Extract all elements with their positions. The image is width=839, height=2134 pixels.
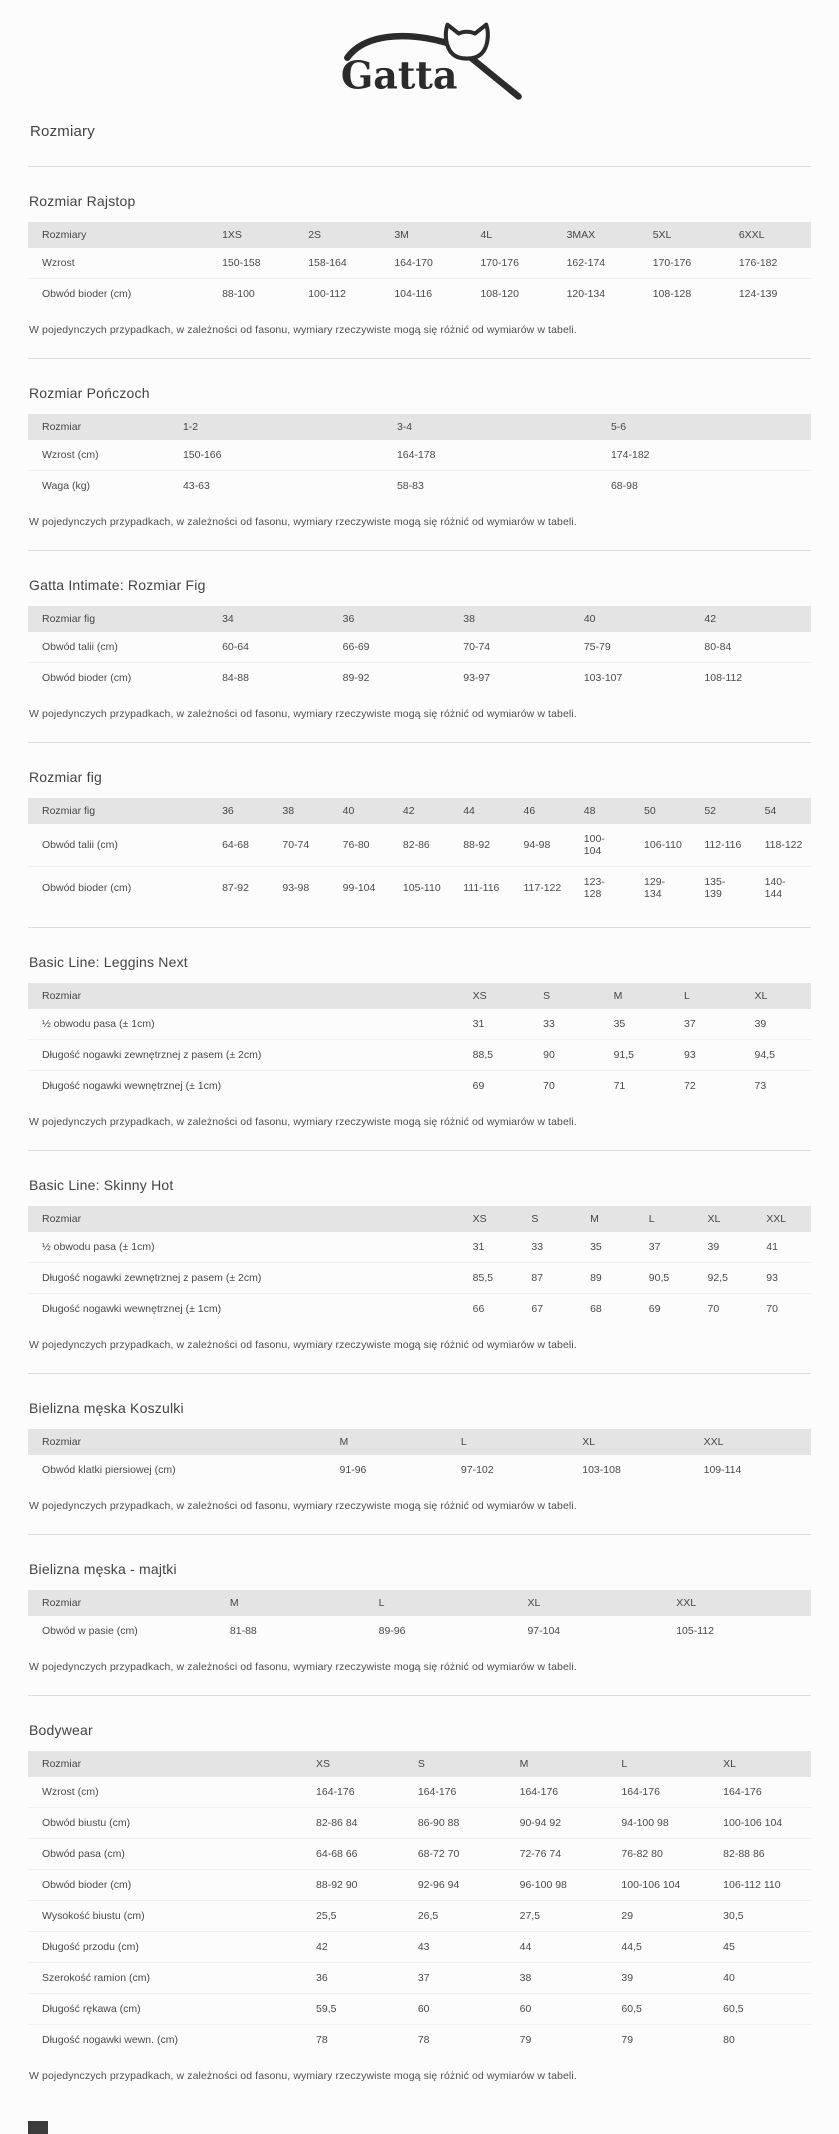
value-cell: 90,5 bbox=[635, 1263, 694, 1294]
value-cell: 39 bbox=[607, 1963, 709, 1994]
row-label-cell: Długość nogawki zewnętrznej z pasem (± 2cm) bbox=[28, 1263, 459, 1294]
header-size-cell: L bbox=[447, 1429, 568, 1455]
row-label-cell: Długość nogawki zewnętrznej z pasem (± 2cm) bbox=[28, 1040, 459, 1071]
header-size-cell: M bbox=[600, 983, 670, 1009]
value-cell: 88-92 90 bbox=[302, 1870, 404, 1901]
size-table bbox=[28, 222, 811, 309]
header-size-cell: XXL bbox=[690, 1429, 811, 1455]
value-cell: 104-116 bbox=[394, 288, 433, 300]
value-cell: 90-94 92 bbox=[506, 1808, 608, 1839]
header-size-cell: 36 bbox=[329, 606, 450, 632]
value-cell: 66 bbox=[472, 1303, 485, 1315]
value-cell: 66-69 bbox=[329, 632, 450, 663]
row-label-cell: Długość nogawki wewn. (cm) bbox=[42, 2034, 178, 2046]
header-size-cell: 3MAX bbox=[553, 222, 639, 248]
value-cell: 41 bbox=[752, 1232, 811, 1263]
value-cell: 108-112 bbox=[704, 672, 743, 684]
header-size-cell: XXL bbox=[662, 1590, 811, 1616]
value-cell: 60,5 bbox=[607, 1994, 709, 2025]
table-row bbox=[28, 1932, 811, 1963]
table-row bbox=[28, 2025, 811, 2056]
value-cell: 174-182 bbox=[597, 440, 811, 471]
row-label-cell: Wzrost (cm) bbox=[28, 440, 169, 471]
value-cell: 37 bbox=[670, 1009, 740, 1040]
value-cell: 93 bbox=[752, 1263, 811, 1294]
value-cell: 111-116 bbox=[463, 882, 500, 894]
value-cell: 64-68 66 bbox=[302, 1839, 404, 1870]
table-header-row bbox=[28, 1590, 811, 1616]
value-cell: 43 bbox=[404, 1932, 506, 1963]
row-label-cell: Obwód w pasie (cm) bbox=[42, 1625, 138, 1637]
value-cell: 31 bbox=[459, 1009, 529, 1040]
size-section-4 bbox=[28, 743, 811, 927]
value-cell: 82-86 bbox=[389, 824, 449, 867]
value-cell: 93 bbox=[670, 1040, 740, 1071]
header-size-cell: 5XL bbox=[639, 222, 725, 248]
row-label-cell: Długość rękawa (cm) bbox=[28, 1994, 302, 2025]
table-header-row bbox=[28, 1429, 811, 1455]
table-row bbox=[28, 1808, 811, 1839]
size-table bbox=[28, 606, 811, 693]
value-cell: 75-79 bbox=[570, 632, 691, 663]
value-cell: 82-86 84 bbox=[302, 1808, 404, 1839]
value-cell: 84-88 bbox=[222, 672, 249, 684]
header-label-cell: Rozmiar bbox=[28, 1429, 326, 1455]
header-size-cell: XL bbox=[694, 1206, 753, 1232]
value-cell: 73 bbox=[754, 1080, 767, 1092]
table-row bbox=[28, 1963, 811, 1994]
table-header-row bbox=[28, 222, 811, 248]
table-row bbox=[28, 1870, 811, 1901]
value-cell: 92,5 bbox=[694, 1263, 753, 1294]
page-header bbox=[28, 14, 811, 113]
header-size-cell: 3M bbox=[380, 222, 466, 248]
value-cell: 59,5 bbox=[302, 1994, 404, 2025]
header-size-cell: M bbox=[576, 1206, 635, 1232]
size-section-2 bbox=[28, 359, 811, 550]
header-size-cell: 4L bbox=[466, 222, 552, 248]
row-label-cell: Obwód klatki piersiowej (cm) bbox=[42, 1464, 176, 1476]
value-cell: 67 bbox=[531, 1303, 544, 1315]
size-note: W pojedynczych przypadkach, w zależności od fasonu, wymiary rzeczywiste mogą się różnić od wymiarów w tabeli. bbox=[29, 1661, 577, 1673]
header-size-cell: 36 bbox=[208, 798, 268, 824]
table-header-row bbox=[28, 983, 811, 1009]
table-row bbox=[28, 1263, 811, 1294]
row-label-cell: Obwód bioder (cm) bbox=[28, 1870, 302, 1901]
value-cell: 100-112 bbox=[308, 288, 346, 300]
value-cell: 162-174 bbox=[553, 248, 639, 279]
value-cell: 64-68 bbox=[208, 824, 268, 867]
value-cell: 87-92 bbox=[222, 882, 249, 894]
footer-partial-element bbox=[28, 2121, 48, 2134]
value-cell: 72 bbox=[684, 1080, 696, 1092]
header-size-cell: 42 bbox=[690, 606, 811, 632]
value-cell: 60 bbox=[506, 1994, 608, 2025]
table-row bbox=[28, 1994, 811, 2025]
value-cell: 158-164 bbox=[294, 248, 380, 279]
header-size-cell: 2S bbox=[294, 222, 380, 248]
header-size-cell: S bbox=[529, 983, 599, 1009]
value-cell: 31 bbox=[459, 1232, 518, 1263]
value-cell: 105-112 bbox=[676, 1625, 714, 1637]
header-label-cell: Rozmiar fig bbox=[28, 606, 208, 632]
table-row bbox=[28, 824, 811, 867]
header-size-cell: L bbox=[635, 1206, 694, 1232]
size-table bbox=[28, 414, 811, 501]
gatta-logo-graphic bbox=[315, 20, 525, 102]
value-cell: 36 bbox=[302, 1963, 404, 1994]
size-table bbox=[28, 1206, 811, 1324]
value-cell: 103-108 bbox=[582, 1464, 621, 1476]
value-cell: 164-176 bbox=[709, 1777, 811, 1808]
table-row bbox=[28, 1040, 811, 1071]
row-label-cell: ½ obwodu pasa (± 1cm) bbox=[28, 1232, 459, 1263]
header-size-cell: 40 bbox=[570, 606, 691, 632]
table-header-row bbox=[28, 1751, 811, 1777]
section-heading: Basic Line: Leggins Next bbox=[29, 954, 188, 970]
value-cell: 164-170 bbox=[380, 248, 466, 279]
header-size-cell: 38 bbox=[449, 606, 570, 632]
header-label-cell: Rozmiar bbox=[28, 1751, 302, 1777]
header-size-cell: 52 bbox=[690, 798, 750, 824]
value-cell: 109-114 bbox=[703, 1464, 742, 1476]
header-size-cell: S bbox=[517, 1206, 576, 1232]
size-table bbox=[28, 1590, 811, 1646]
header-size-cell: 38 bbox=[268, 798, 328, 824]
header-label-cell: Rozmiar bbox=[28, 1590, 216, 1616]
value-cell: 80 bbox=[723, 2034, 735, 2046]
value-cell: 120-134 bbox=[566, 288, 606, 300]
value-cell: 94-98 bbox=[509, 824, 569, 867]
value-cell: 43-63 bbox=[182, 480, 210, 492]
value-cell: 117-122 bbox=[523, 882, 562, 894]
value-cell: 106-110 bbox=[630, 824, 690, 867]
value-cell: 86-90 88 bbox=[404, 1808, 506, 1839]
value-cell: 42 bbox=[302, 1932, 404, 1963]
table-header-row bbox=[28, 414, 811, 440]
table-row bbox=[28, 1232, 811, 1263]
header-size-cell: XL bbox=[513, 1590, 662, 1616]
header-size-cell: 44 bbox=[449, 798, 509, 824]
size-note: W pojedynczych przypadkach, w zależności od fasonu, wymiary rzeczywiste mogą się różnić od wymiarów w tabeli. bbox=[29, 708, 577, 720]
header-size-cell: M bbox=[326, 1429, 447, 1455]
header-size-cell: 3-4 bbox=[383, 414, 597, 440]
row-label-cell: Obwód talii (cm) bbox=[28, 632, 208, 663]
header-size-cell: XS bbox=[459, 983, 529, 1009]
header-label-cell: Rozmiary bbox=[28, 222, 208, 248]
section-heading: Bielizna męska Koszulki bbox=[29, 1400, 184, 1416]
value-cell: 71 bbox=[613, 1080, 626, 1092]
section-heading: Rozmiar Pończoch bbox=[29, 385, 150, 401]
header-size-cell: 48 bbox=[570, 798, 630, 824]
size-note: W pojedynczych przypadkach, w zależności od fasonu, wymiary rzeczywiste mogą się różnić od wymiarów w tabeli. bbox=[29, 324, 577, 336]
header-size-cell: XL bbox=[709, 1751, 811, 1777]
header-size-cell: 42 bbox=[389, 798, 449, 824]
size-note: W pojedynczych przypadkach, w zależności od fasonu, wymiary rzeczywiste mogą się różnić od wymiarów w tabeli. bbox=[29, 1500, 577, 1512]
value-cell: 164-176 bbox=[404, 1777, 506, 1808]
table-row bbox=[28, 471, 811, 502]
header-size-cell: XXL bbox=[752, 1206, 811, 1232]
section-heading: Bodywear bbox=[29, 1722, 93, 1738]
table-row bbox=[28, 1839, 811, 1870]
value-cell: 78 bbox=[316, 2034, 328, 2046]
value-cell: 170-176 bbox=[466, 248, 552, 279]
row-label-cell: Długość nogawki wewnętrznej (± 1cm) bbox=[42, 1080, 222, 1092]
value-cell: 68-72 70 bbox=[404, 1839, 506, 1870]
header-size-cell: M bbox=[216, 1590, 365, 1616]
table-row bbox=[28, 1901, 811, 1932]
section-heading: Gatta Intimate: Rozmiar Fig bbox=[29, 577, 206, 593]
value-cell: 89-92 bbox=[342, 672, 370, 684]
table-row bbox=[28, 440, 811, 471]
value-cell: 60,5 bbox=[709, 1994, 811, 2025]
header-size-cell: 54 bbox=[751, 798, 811, 824]
value-cell: 81-88 bbox=[229, 1625, 257, 1637]
value-cell: 39 bbox=[741, 1009, 811, 1040]
value-cell: 176-182 bbox=[725, 248, 811, 279]
header-size-cell: L bbox=[365, 1590, 514, 1616]
header-size-cell: XS bbox=[302, 1751, 404, 1777]
value-cell: 164-176 bbox=[506, 1777, 608, 1808]
header-label-cell: Rozmiar fig bbox=[28, 798, 208, 824]
header-size-cell: 46 bbox=[509, 798, 569, 824]
row-label-cell: Obwód talii (cm) bbox=[28, 824, 208, 867]
header-size-cell: M bbox=[506, 1751, 608, 1777]
value-cell: 164-176 bbox=[607, 1777, 709, 1808]
size-note: W pojedynczych przypadkach, w zależności od fasonu, wymiary rzeczywiste mogą się różnić od wymiarów w tabeli. bbox=[29, 1116, 577, 1128]
row-label-cell: Wzrost bbox=[28, 248, 208, 279]
header-label-cell: Rozmiar bbox=[28, 1206, 459, 1232]
header-size-cell: 5-6 bbox=[597, 414, 811, 440]
value-cell: 88-100 bbox=[222, 288, 255, 300]
gatta-logo[interactable] bbox=[315, 20, 525, 107]
value-cell: 103-107 bbox=[583, 672, 623, 684]
size-section-1 bbox=[28, 167, 811, 358]
value-cell: 108-128 bbox=[652, 288, 692, 300]
value-cell: 90 bbox=[529, 1040, 599, 1071]
value-cell: 112-116 bbox=[690, 824, 750, 867]
table-row bbox=[28, 279, 811, 310]
row-label-cell: Obwód pasa (cm) bbox=[28, 1839, 302, 1870]
value-cell: 99-104 bbox=[342, 882, 376, 894]
value-cell: 45 bbox=[709, 1932, 811, 1963]
size-section-8 bbox=[28, 1535, 811, 1695]
size-section-6 bbox=[28, 1151, 811, 1373]
row-label-cell: Wzrost (cm) bbox=[28, 1777, 302, 1808]
table-row bbox=[28, 1294, 811, 1325]
value-cell: 26,5 bbox=[404, 1901, 506, 1932]
table-row bbox=[28, 1616, 811, 1646]
table-row bbox=[28, 663, 811, 694]
value-cell: 44 bbox=[506, 1932, 608, 1963]
value-cell: 29 bbox=[607, 1901, 709, 1932]
value-cell: 85,5 bbox=[459, 1263, 518, 1294]
value-cell: 105-110 bbox=[402, 882, 441, 894]
header-size-cell: 1XS bbox=[208, 222, 294, 248]
value-cell: 96-100 98 bbox=[506, 1870, 608, 1901]
value-cell: 78 bbox=[417, 2034, 430, 2046]
value-cell: 35 bbox=[576, 1232, 635, 1263]
value-cell: 79 bbox=[621, 2034, 634, 2046]
value-cell: 164-176 bbox=[302, 1777, 404, 1808]
header-size-cell: L bbox=[670, 983, 740, 1009]
value-cell: 170-176 bbox=[639, 248, 725, 279]
row-label-cell: Długość przodu (cm) bbox=[28, 1932, 302, 1963]
value-cell: 150-166 bbox=[169, 440, 383, 471]
value-cell: 70 bbox=[543, 1080, 555, 1092]
value-cell: 72-76 74 bbox=[506, 1839, 608, 1870]
value-cell: 124-139 bbox=[738, 288, 778, 300]
value-cell: 80-84 bbox=[690, 632, 811, 663]
row-label-cell: Obwód bioder (cm) bbox=[42, 672, 132, 684]
value-cell: 100-104 bbox=[570, 824, 630, 867]
value-cell: 91,5 bbox=[600, 1040, 670, 1071]
logo-text: Gatta bbox=[340, 52, 458, 98]
value-cell: 93-98 bbox=[282, 882, 310, 894]
size-note: W pojedynczych przypadkach, w zależności od fasonu, wymiary rzeczywiste mogą się różnić od wymiarów w tabeli. bbox=[29, 516, 577, 528]
header-size-cell: XS bbox=[459, 1206, 518, 1232]
value-cell: 38 bbox=[506, 1963, 608, 1994]
size-table bbox=[28, 798, 811, 909]
table-row bbox=[28, 1777, 811, 1808]
value-cell: 118-122 bbox=[751, 824, 811, 867]
value-cell: 88,5 bbox=[459, 1040, 529, 1071]
value-cell: 33 bbox=[529, 1009, 599, 1040]
size-table bbox=[28, 983, 811, 1101]
value-cell: 70-74 bbox=[449, 632, 570, 663]
header-size-cell: L bbox=[607, 1751, 709, 1777]
value-cell: 150-158 bbox=[208, 248, 294, 279]
value-cell: 40 bbox=[709, 1963, 811, 1994]
value-cell: 44,5 bbox=[607, 1932, 709, 1963]
row-label-cell: Waga (kg) bbox=[42, 480, 91, 492]
value-cell: 37 bbox=[404, 1963, 506, 1994]
value-cell: 60-64 bbox=[208, 632, 329, 663]
value-cell: 140-144 bbox=[764, 876, 786, 900]
size-table bbox=[28, 1429, 811, 1485]
row-label-cell: Obwód biustu (cm) bbox=[28, 1808, 302, 1839]
value-cell: 93-97 bbox=[463, 672, 491, 684]
value-cell: 27,5 bbox=[506, 1901, 608, 1932]
value-cell: 89 bbox=[576, 1263, 635, 1294]
value-cell: 129-134 bbox=[644, 876, 666, 900]
header-label-cell: Rozmiar bbox=[28, 414, 169, 440]
table-row bbox=[28, 248, 811, 279]
row-label-cell: Wysokość biustu (cm) bbox=[28, 1901, 302, 1932]
table-row bbox=[28, 867, 811, 910]
value-cell: 68-98 bbox=[610, 480, 638, 492]
value-cell: 58-83 bbox=[396, 480, 424, 492]
page-title: Rozmiary bbox=[30, 123, 95, 140]
value-cell: 37 bbox=[635, 1232, 694, 1263]
value-cell: 89-96 bbox=[378, 1625, 406, 1637]
value-cell: 35 bbox=[600, 1009, 670, 1040]
section-heading: Rozmiar fig bbox=[29, 769, 102, 785]
value-cell: 91-96 bbox=[339, 1464, 367, 1476]
value-cell: 94,5 bbox=[741, 1040, 811, 1071]
value-cell: 87 bbox=[517, 1263, 576, 1294]
value-cell: 70-74 bbox=[268, 824, 328, 867]
header-size-cell: XL bbox=[568, 1429, 689, 1455]
row-label-cell: Obwód bioder (cm) bbox=[42, 882, 132, 894]
value-cell: 88-92 bbox=[449, 824, 509, 867]
value-cell: 33 bbox=[517, 1232, 576, 1263]
value-cell: 76-82 80 bbox=[607, 1839, 709, 1870]
value-cell: 92-96 94 bbox=[404, 1870, 506, 1901]
value-cell: 100-106 104 bbox=[607, 1870, 709, 1901]
header-size-cell: 40 bbox=[329, 798, 389, 824]
table-row bbox=[28, 1009, 811, 1040]
value-cell: 82-88 86 bbox=[709, 1839, 811, 1870]
size-section-3 bbox=[28, 551, 811, 742]
value-cell: 100-106 104 bbox=[709, 1808, 811, 1839]
header-size-cell: S bbox=[404, 1751, 506, 1777]
header-size-cell: 50 bbox=[630, 798, 690, 824]
size-sections bbox=[28, 167, 811, 2104]
header-size-cell: 34 bbox=[208, 606, 329, 632]
table-row bbox=[28, 1455, 811, 1485]
value-cell: 69 bbox=[472, 1080, 485, 1092]
header-label-cell: Rozmiar bbox=[28, 983, 459, 1009]
size-section-5 bbox=[28, 928, 811, 1150]
table-row bbox=[28, 1071, 811, 1102]
value-cell: 94-100 98 bbox=[607, 1808, 709, 1839]
section-heading: Basic Line: Skinny Hot bbox=[29, 1177, 174, 1193]
value-cell: 25,5 bbox=[302, 1901, 404, 1932]
row-label-cell: Szerokość ramion (cm) bbox=[28, 1963, 302, 1994]
table-header-row bbox=[28, 1206, 811, 1232]
value-cell: 76-80 bbox=[329, 824, 389, 867]
header-size-cell: 1-2 bbox=[169, 414, 383, 440]
header-size-cell: XL bbox=[741, 983, 811, 1009]
header-size-cell: 6XXL bbox=[725, 222, 811, 248]
section-heading: Rozmiar Rajstop bbox=[29, 193, 136, 209]
row-label-cell: Obwód bioder (cm) bbox=[42, 288, 132, 300]
value-cell: 97-102 bbox=[460, 1464, 494, 1476]
section-heading: Bielizna męska - majtki bbox=[29, 1561, 177, 1577]
value-cell: 30,5 bbox=[709, 1901, 811, 1932]
size-section-9 bbox=[28, 1696, 811, 2104]
value-cell: 68 bbox=[590, 1303, 602, 1315]
row-label-cell: ½ obwodu pasa (± 1cm) bbox=[28, 1009, 459, 1040]
value-cell: 123-128 bbox=[583, 876, 605, 900]
value-cell: 79 bbox=[519, 2034, 532, 2046]
size-table bbox=[28, 1751, 811, 2055]
value-cell: 106-112 110 bbox=[709, 1870, 811, 1901]
value-cell: 60 bbox=[404, 1994, 506, 2025]
value-cell: 70 bbox=[766, 1303, 778, 1315]
row-label-cell: Długość nogawki wewnętrznej (± 1cm) bbox=[42, 1303, 222, 1315]
value-cell: 39 bbox=[694, 1232, 753, 1263]
size-note: W pojedynczych przypadkach, w zależności od fasonu, wymiary rzeczywiste mogą się różnić od wymiarów w tabeli. bbox=[29, 1339, 577, 1351]
value-cell: 97-104 bbox=[527, 1625, 561, 1637]
value-cell: 108-120 bbox=[480, 288, 519, 300]
table-header-row bbox=[28, 798, 811, 824]
value-cell: 164-178 bbox=[383, 440, 597, 471]
value-cell: 135-139 bbox=[704, 876, 726, 900]
size-section-7 bbox=[28, 1374, 811, 1534]
value-cell: 69 bbox=[648, 1303, 661, 1315]
value-cell: 70 bbox=[707, 1303, 720, 1315]
table-row bbox=[28, 632, 811, 663]
table-header-row bbox=[28, 606, 811, 632]
size-note: W pojedynczych przypadkach, w zależności od fasonu, wymiary rzeczywiste mogą się różnić od wymiarów w tabeli. bbox=[29, 2070, 577, 2082]
